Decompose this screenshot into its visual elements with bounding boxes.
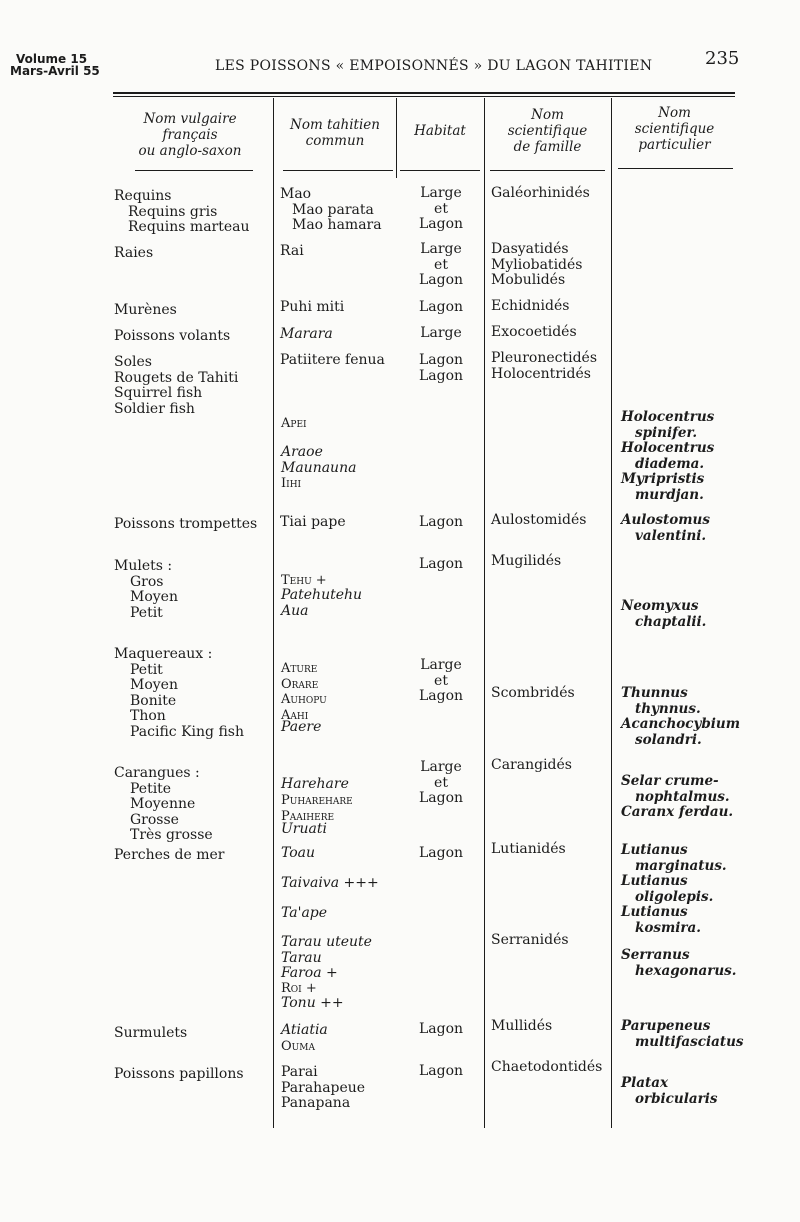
cell-common-name: Raies (114, 245, 154, 261)
cell-family: Galéorhinidés (491, 185, 590, 201)
cell-family: Mullidés (491, 1018, 553, 1034)
cell-tahitian-name: Atiatia (281, 1022, 328, 1038)
cell-tahitian-name: Parai Parahapeue Panapana (281, 1064, 366, 1111)
cell-species: Thunnus thynnus. Acanchocybium solandri. (621, 685, 741, 748)
column-divider-1 (273, 98, 274, 1128)
column-header-species: Nom scientifique particulier (634, 105, 715, 153)
cell-tahitian-name: Rai (280, 243, 304, 259)
cell-tahitian-name: Tehu + (281, 573, 327, 588)
cell-common-name: Carangues : Petite Moyenne Grosse Très grosse (114, 765, 213, 843)
cell-tahitian-name: Tarau uteute Tarau Faroa + (281, 934, 372, 981)
cell-tahitian-name: Tonu ++ (281, 995, 344, 1011)
cell-species: Aulostomus valentini. (621, 512, 710, 544)
cell-species: Lutianus marginatus. Lutianus oligolepis. Lutianus kosmira. (621, 842, 727, 936)
cell-tahitian-name: Taivaiva +++ (281, 875, 379, 891)
cell-habitat: Large et Lagon (419, 241, 464, 288)
cell-common-name: Perches de mer (114, 847, 225, 863)
running-header-volume: Volume 15 (16, 52, 88, 66)
cell-tahitian-name: Ta'ape (281, 905, 328, 921)
cell-common-name: Soles Rougets de Tahiti Squirrel fish Soldier fish (114, 354, 239, 417)
cell-common-name: Requins Requins gris Requins marteau (114, 188, 250, 235)
column-divider-3 (484, 98, 485, 1128)
cell-habitat: Lagon (419, 299, 464, 315)
cell-tahitian-name: Paere (281, 719, 322, 735)
cell-family: Mugilidés (491, 553, 562, 569)
cell-common-name: Surmulets (114, 1025, 188, 1041)
cell-species: Serranus hexagonarus. (621, 947, 737, 979)
cell-tahitian-name: Patiitere fenua (280, 352, 385, 368)
cell-common-name: Maquereaux : Petit Moyen Bonite Thon Pacific King fish (114, 646, 244, 740)
cell-family: Chaetodontidés (491, 1059, 603, 1075)
cell-common-name: Poissons volants (114, 328, 231, 344)
cell-tahitian-name: Patehutehu Aua (281, 587, 363, 619)
cell-tahitian-name: Roi + (281, 981, 317, 996)
cell-tahitian-name: Uruati (281, 821, 327, 837)
cell-habitat: Lagon (419, 556, 464, 572)
cell-tahitian-name: Harehare (281, 776, 349, 792)
cell-tahitian-name: Iihi (281, 476, 302, 491)
cell-habitat: Lagon (419, 1021, 464, 1037)
cell-habitat: Large et Lagon (419, 759, 464, 806)
cell-common-name: Murènes (114, 302, 177, 318)
cell-family: Aulostomidés (491, 512, 587, 528)
column-header-family: Nom scientifique de famille (507, 107, 588, 155)
cell-habitat: Large (420, 325, 462, 341)
header-underline-2 (283, 170, 393, 171)
cell-family: Serranidés (491, 932, 569, 948)
header-underline-1 (135, 170, 253, 171)
cell-tahitian-name: Ature Orare Auhopu Aahi (281, 661, 327, 723)
cell-common-name: Mulets : Gros Moyen Petit (114, 558, 178, 621)
cell-tahitian-name: Mao Mao parata Mao hamara (280, 186, 382, 233)
page-title: LES POISSONS « EMPOISONNÉS » DU LAGON TAHITIEN (215, 58, 653, 74)
column-divider-4 (611, 98, 612, 1128)
table-top-rule-thin (113, 96, 735, 97)
cell-family: Dasyatidés Myliobatidés Mobulidés (491, 241, 583, 288)
header-underline-4 (490, 170, 605, 171)
cell-tahitian-name: Ouma (281, 1039, 315, 1054)
cell-habitat: Lagon Lagon (419, 352, 464, 384)
cell-tahitian-name: Toau (281, 845, 316, 861)
cell-habitat: Large et Lagon (419, 657, 464, 704)
cell-family: Carangidés (491, 757, 572, 773)
cell-common-name: Poissons trompettes (114, 516, 258, 532)
page-number: 235 (705, 48, 740, 69)
cell-habitat: Lagon (419, 845, 464, 861)
header-underline-5 (618, 168, 733, 169)
cell-family: Exocoetidés (491, 324, 577, 340)
cell-family: Echidnidés (491, 298, 570, 314)
table-top-rule (113, 92, 735, 94)
cell-common-name: Poissons papillons (114, 1066, 244, 1082)
cell-species: Parupeneus multifasciatus (621, 1018, 744, 1050)
cell-family: Pleuronectidés Holocentridés (491, 350, 597, 382)
cell-tahitian-name: Puhi miti (280, 299, 345, 315)
cell-species: Holocentrus spinifer. Holocentrus diadema. Myripristis murdjan. (621, 409, 715, 503)
cell-tahitian-name: Marara (280, 326, 333, 342)
cell-tahitian-name: Apei (281, 416, 307, 431)
cell-family: Lutianidés (491, 841, 566, 857)
cell-tahitian-name: Araoe Maunauna (281, 444, 357, 476)
column-header-tahitian-name: Nom tahitien commun (290, 117, 380, 149)
column-header-habitat: Habitat (414, 123, 466, 139)
cell-habitat: Large et Lagon (419, 185, 464, 232)
cell-species: Neomyxus chaptalii. (621, 598, 707, 630)
cell-habitat: Lagon (419, 1063, 464, 1079)
header-underline-3 (400, 170, 480, 171)
cell-species: Selar crume- nophtalmus. Caranx ferdau. (621, 773, 734, 820)
cell-tahitian-name: Tiai pape (280, 514, 346, 530)
cell-family: Scombridés (491, 685, 575, 701)
running-header-date: Mars-Avril 55 (10, 64, 100, 78)
cell-habitat: Lagon (419, 514, 464, 530)
cell-tahitian-name: Puharehare Paaihere (281, 793, 353, 824)
cell-species: Platax orbicularis (621, 1075, 718, 1107)
column-header-common-name: Nom vulgaire français ou anglo-saxon (138, 111, 242, 159)
